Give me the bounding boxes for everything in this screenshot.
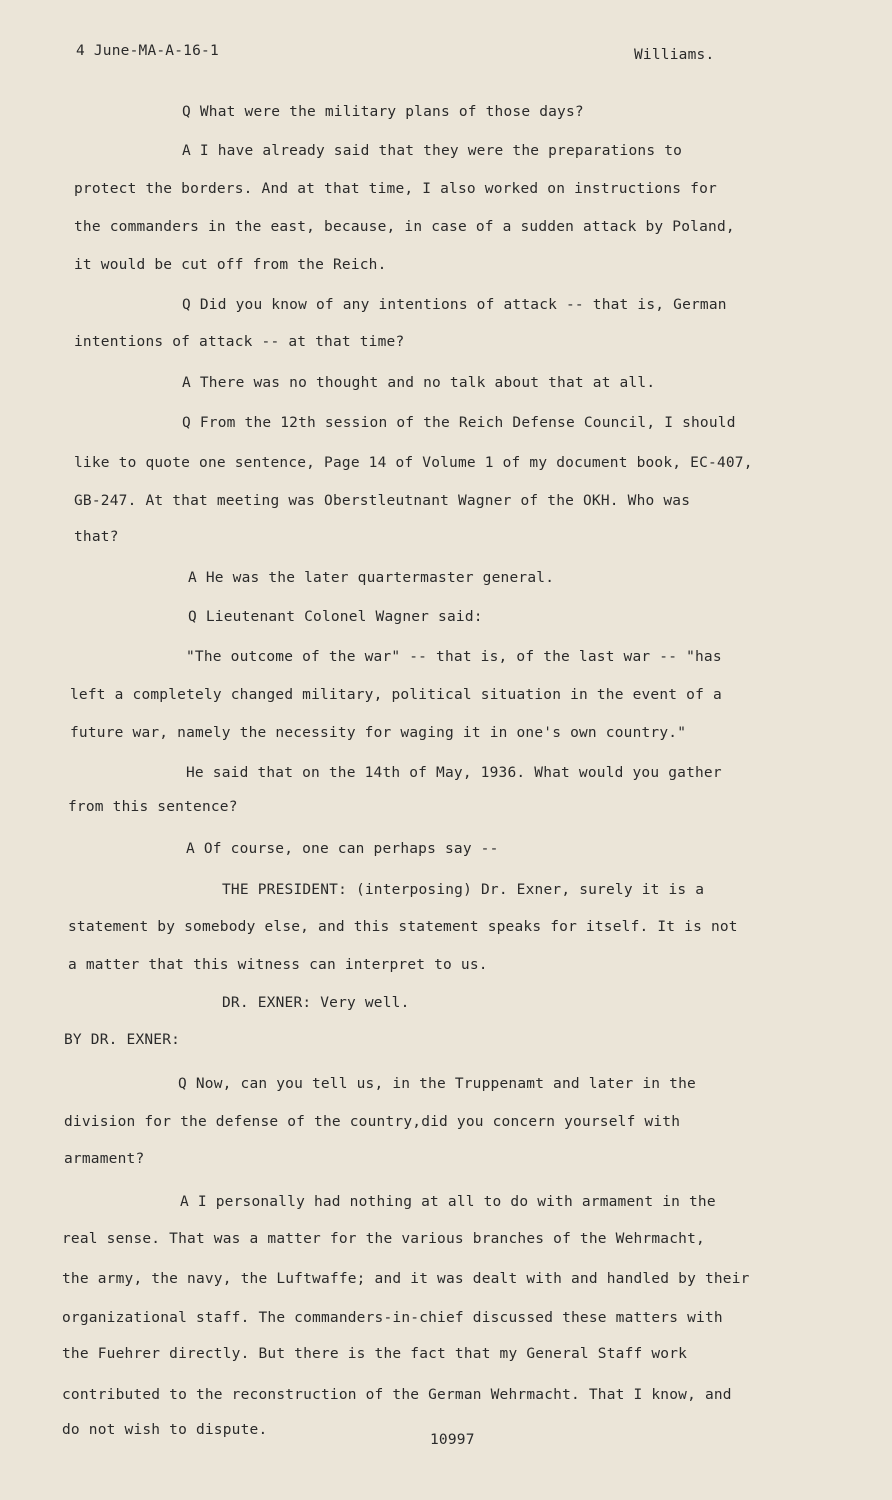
text-line: division for the defense of the country,did you concern yourself with [64,1114,681,1130]
text-line: organizational staff. The commanders-in-chief discussed these matters with [62,1310,723,1326]
text-line: Q Did you know of any intentions of attack -- that is, German [182,297,727,313]
text-line: A I have already said that they were the preparations to [182,143,683,159]
text-line: A Of course, one can perhaps say -- [186,841,499,857]
text-line: intentions of attack -- at that time? [74,334,405,350]
text-line: do not wish to dispute. [62,1422,268,1438]
text-line: like to quote one sentence, Page 14 of Volume 1 of my document book, EC-407, [74,455,753,471]
text-line: He said that on the 14th of May, 1936. What would you gather [186,765,722,781]
text-line: the army, the navy, the Luftwaffe; and it was dealt with and handled by their [62,1271,750,1287]
text-line: contributed to the reconstruction of the German Wehrmacht. That I know, and [62,1387,732,1403]
text-line: that? [74,529,119,545]
text-line: A I personally had nothing at all to do with armament in the [180,1194,716,1210]
text-line: from this sentence? [68,799,238,815]
header-code: 4 June-MA-A-16-1 [76,43,219,59]
text-line: armament? [64,1151,145,1167]
text-line: real sense. That was a matter for the various branches of the Wehrmacht, [62,1231,705,1247]
text-line: BY DR. EXNER: [64,1032,181,1048]
text-line: the commanders in the east, because, in case of a sudden attack by Poland, [74,219,735,235]
text-line: A He was the later quartermaster general. [188,570,555,586]
text-line: protect the borders. And at that time, I also worked on instructions for [74,181,717,197]
text-line: Q Now, can you tell us, in the Truppenamt and later in the [178,1076,696,1092]
text-line: left a completely changed military, political situation in the event of a [70,687,722,703]
text-line: "The outcome of the war" -- that is, of the last war -- "has [186,649,722,665]
text-line: future war, namely the necessity for waging it in one's own country." [70,725,687,741]
text-line: Q From the 12th session of the Reich Defense Council, I should [182,415,736,431]
text-line: DR. EXNER: Very well. [222,995,410,1011]
text-line: a matter that this witness can interpret to us. [68,957,488,973]
text-line: A There was no thought and no talk about that at all. [182,375,656,391]
text-line: Q What were the military plans of those days? [182,104,584,120]
text-line: THE PRESIDENT: (interposing) Dr. Exner, surely it is a [222,882,705,898]
header-reporter: Williams. [634,47,715,63]
page-number: 10997 [430,1432,475,1448]
text-line: Q Lieutenant Colonel Wagner said: [188,609,483,625]
text-line: statement by somebody else, and this statement speaks for itself. It is not [68,919,738,935]
text-line: the Fuehrer directly. But there is the fact that my General Staff work [62,1346,688,1362]
text-line: GB-247. At that meeting was Oberstleutnant Wagner of the OKH. Who was [74,493,691,509]
text-line: it would be cut off from the Reich. [74,257,387,273]
